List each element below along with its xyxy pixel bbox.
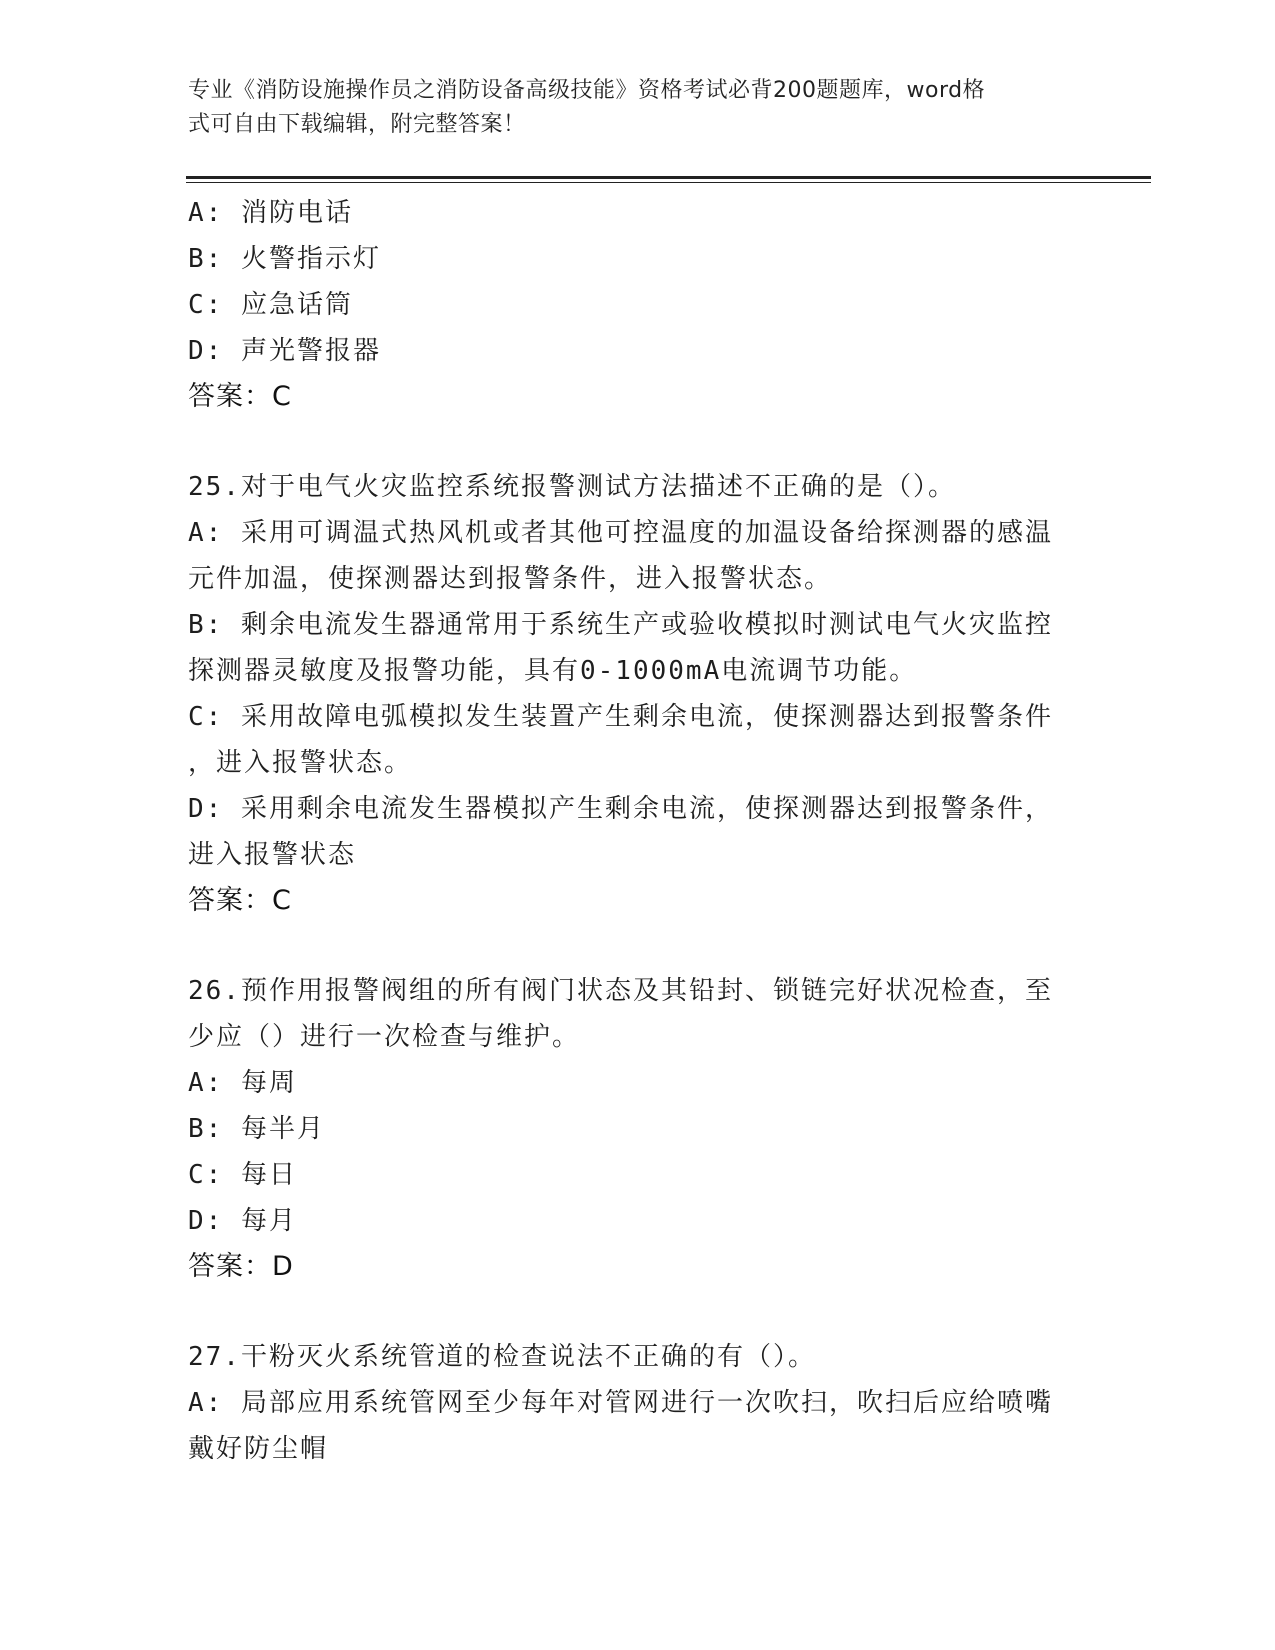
question-25 [188,464,1078,924]
option-text-line: B: 剩余电流发生器通常用于系统生产或验收模拟时测试电气火灾监控 [188,610,1053,640]
question-content [188,190,1078,1472]
answer: 答案：D [188,1251,294,1282]
option-text-line: C: 采用故障电弧模拟发生装置产生剩余电流，使探测器达到报警条件 [188,702,1053,732]
question-stem: 26.预作用报警阀组的所有阀门状态及其铅封、锁链完好状况检查，至 [188,976,1053,1006]
header-line-1: 专业《消防设施操作员之消防设备高级技能》资格考试必背200题题库，word格 [188,78,986,103]
question-stem: 少应（）进行一次检查与维护。 [188,1022,581,1052]
option-text-line: 戴好防尘帽 [188,1434,329,1464]
header-rule-thin [186,182,1151,183]
document-header [188,74,1088,142]
option-text-line: 探测器灵敏度及报警功能，具有0-1000mA电流调节功能。 [188,656,918,686]
option-a: A: 每周 [188,1068,297,1098]
option-c: C: 每日 [188,1160,297,1190]
header-line-2: 式可自由下载编辑，附完整答案！ [188,112,526,137]
spacer [188,1290,1078,1334]
header-rule-thick [186,176,1151,179]
question-stem: 27.干粉灭火系统管道的检查说法不正确的有（）。 [188,1342,816,1372]
option-text-line: D: 采用剩余电流发生器模拟产生剩余电流，使探测器达到报警条件， [188,794,1053,824]
question-27 [188,1334,1078,1472]
option-text-line: A: 局部应用系统管网至少每年对管网进行一次吹扫，吹扫后应给喷嘴 [188,1388,1053,1418]
option-b: B: 每半月 [188,1114,325,1144]
answer: 答案：C [188,381,292,412]
option-d: D: 声光警报器 [188,336,381,366]
option-b: B: 火警指示灯 [188,244,381,274]
option-d: D: 每月 [188,1206,297,1236]
option-c: C: 应急话筒 [188,290,353,320]
option-text-line: 进入报警状态 [188,840,357,870]
question-24 [188,190,1078,420]
question-stem: 25.对于电气火灾监控系统报警测试方法描述不正确的是（）。 [188,472,956,502]
answer: 答案：C [188,885,292,916]
spacer [188,924,1078,968]
spacer [188,420,1078,464]
question-26 [188,968,1078,1290]
option-text-line: ，进入报警状态。 [188,748,413,778]
option-text-line: A: 采用可调温式热风机或者其他可控温度的加温设备给探测器的感温 [188,518,1053,548]
option-text-line: 元件加温，使探测器达到报警条件，进入报警状态。 [188,564,833,594]
option-a: A: 消防电话 [188,198,353,228]
